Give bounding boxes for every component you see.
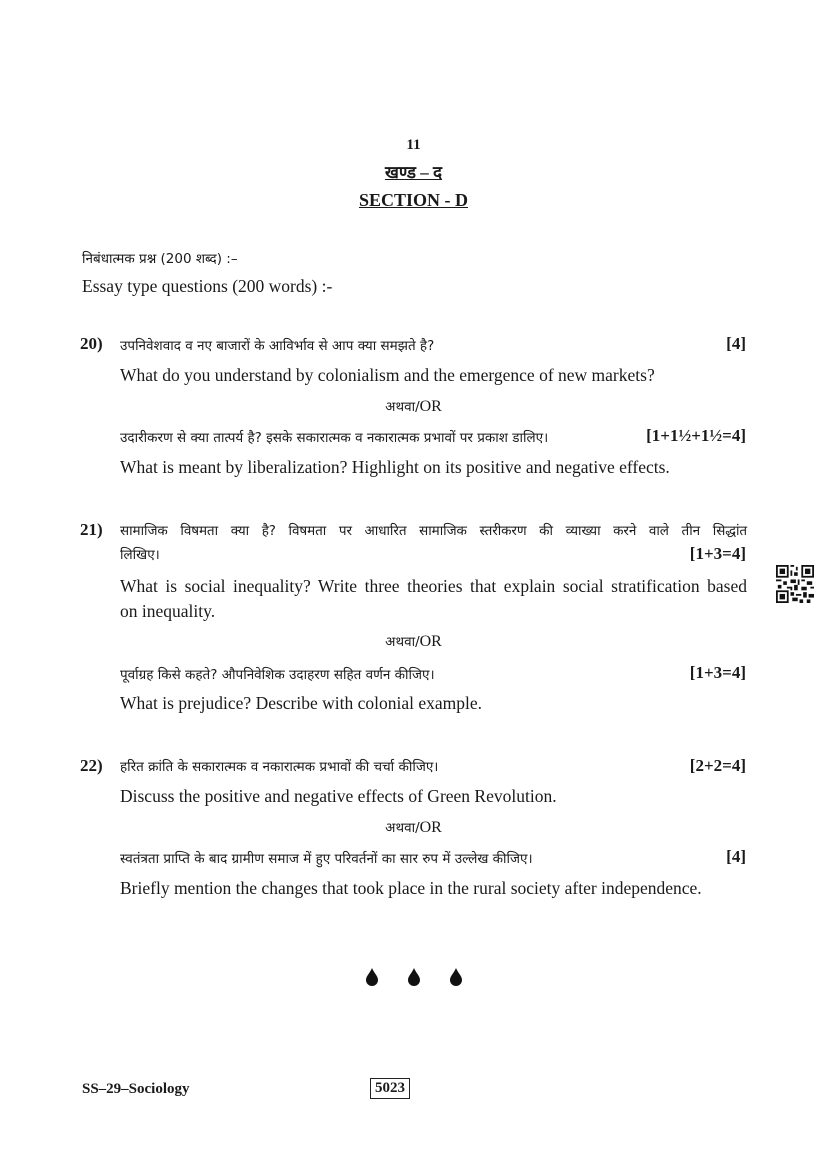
footer-subject: SS–29–Sociology	[82, 1081, 190, 1097]
or-separator: अथवा/OR	[385, 398, 442, 415]
intro-hindi: निबंधात्मक प्रश्न (200 शब्द) :–	[82, 251, 238, 267]
question-22-alt-english: Briefly mention the changes that took place in the rural society after independence.	[120, 878, 702, 898]
question-21-english-line1: What is social inequality? Write three theories that explain social stratification based	[120, 576, 747, 596]
intro-english: Essay type questions (200 words) :-	[82, 276, 333, 296]
question-22-marks: [2+2=4]	[689, 756, 746, 775]
footer-paper-code: 5023	[370, 1078, 410, 1099]
section-title-hindi: खण्ड – द	[384, 163, 443, 182]
question-22-alt-hindi: स्वतंत्रता प्राप्ति के बाद ग्रामीण समाज में हुए परिवर्तनों का सार रुप में उल्लेख कीजिए।	[120, 851, 533, 867]
question-22-hindi: हरित क्रांति के सकारात्मक व नकारात्मक प्रभावों की चर्चा कीजिए।	[120, 759, 439, 775]
qr-code-icon	[776, 565, 814, 603]
drop-icon	[407, 968, 421, 986]
question-21-number: 21)	[80, 520, 103, 539]
question-22-number: 22)	[80, 756, 103, 775]
question-22-alt-marks: [4]	[726, 847, 746, 866]
question-20-alt-hindi: उदारीकरण से क्या तात्पर्य है? इसके सकारात्मक व नकारात्मक प्रभावों पर प्रकाश डालिए।	[120, 430, 549, 446]
question-21-english-line2: on inequality.	[120, 601, 216, 621]
or-separator: अथवा/OR	[385, 819, 442, 836]
drop-icon	[449, 968, 463, 986]
drop-icon	[365, 968, 379, 986]
end-ornament	[0, 968, 827, 986]
question-21-alt-english: What is prejudice? Describe with colonial example.	[120, 693, 483, 713]
question-21-hindi-line1: सामाजिक विषमता क्या है? विषमता पर आधारित सामाजिक स्तरीकरण की व्याख्या करने वाले तीन सिद्धांत	[120, 523, 747, 539]
or-separator: अथवा/OR	[385, 633, 442, 650]
question-20-alt-english: What is meant by liberalization? Highlight on its positive and negative effects.	[120, 457, 670, 477]
question-20-hindi: उपनिवेशवाद व नए बाजारों के आविर्भाव से आप क्या समझते है?	[120, 338, 435, 354]
question-20-english: What do you understand by colonialism and the emergence of new markets?	[120, 365, 655, 385]
question-20-alt-marks: [1+1½+1½=4]	[646, 426, 746, 445]
page-number: 11	[406, 137, 421, 153]
question-20-number: 20)	[80, 334, 103, 353]
question-22-english: Discuss the positive and negative effects of Green Revolution.	[120, 786, 557, 806]
question-21-marks: [1+3=4]	[689, 544, 746, 563]
question-21-alt-hindi: पूर्वाग्रह किसे कहते? औपनिवेशिक उदाहरण सहित वर्णन कीजिए।	[120, 667, 435, 683]
question-21-hindi-line2: लिखिए।	[120, 547, 160, 563]
section-title-english: SECTION - D	[358, 190, 469, 210]
question-21-alt-marks: [1+3=4]	[689, 663, 746, 682]
question-20-marks: [4]	[726, 334, 746, 353]
